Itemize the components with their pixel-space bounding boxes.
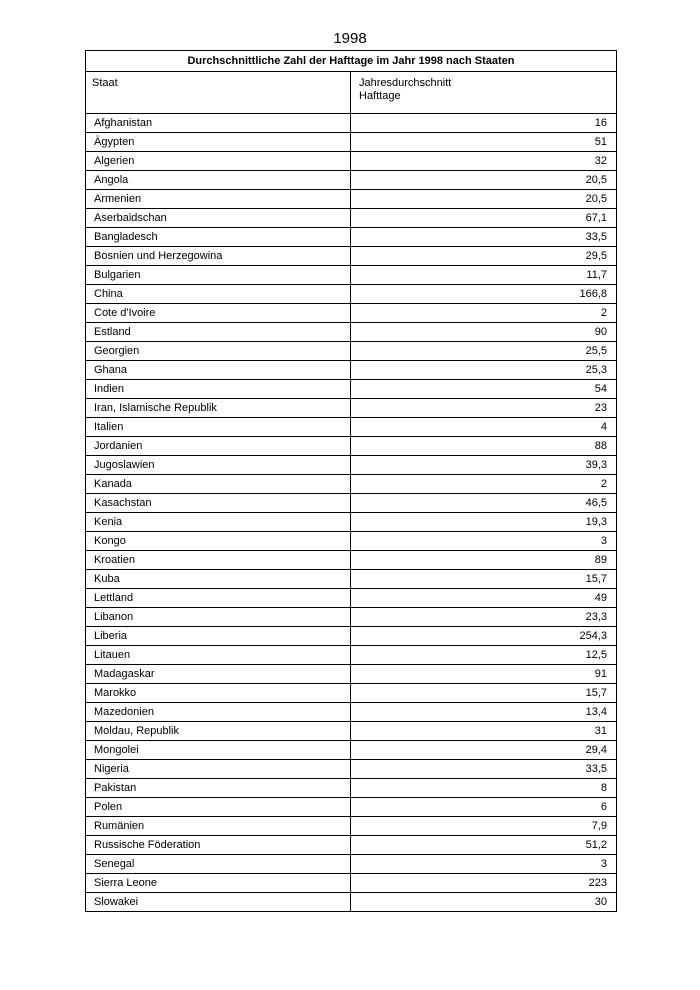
value-cell: 91: [351, 665, 617, 684]
table-caption-row: [86, 51, 617, 72]
country-cell: Cote d'Ivoire: [86, 304, 351, 323]
value-cell: 3: [351, 855, 617, 874]
value-cell: 31: [351, 722, 617, 741]
table-row: [86, 551, 617, 570]
column-header-value-line1: Jahresdurchschnitt: [359, 77, 452, 89]
table-row: [86, 741, 617, 760]
table-row: [86, 532, 617, 551]
value-cell: 8: [351, 779, 617, 798]
country-cell: Sierra Leone: [86, 874, 351, 893]
table-row: [86, 722, 617, 741]
value-cell: 90: [351, 323, 617, 342]
value-cell: 30: [351, 893, 617, 912]
value-cell: 12,5: [351, 646, 617, 665]
value-cell: 25,3: [351, 361, 617, 380]
value-cell: 2: [351, 304, 617, 323]
table-row: [86, 817, 617, 836]
table-row: [86, 646, 617, 665]
table-row: [86, 570, 617, 589]
table-caption: Durchschnittliche Zahl der Hafttage im Jahr 1998 nach Staaten: [86, 51, 617, 72]
country-cell: Libanon: [86, 608, 351, 627]
country-cell: Iran, Islamische Republik: [86, 399, 351, 418]
country-cell: Jordanien: [86, 437, 351, 456]
country-cell: Jugoslawien: [86, 456, 351, 475]
table-row: [86, 247, 617, 266]
value-cell: 29,5: [351, 247, 617, 266]
value-cell: 23,3: [351, 608, 617, 627]
country-cell: Kroatien: [86, 551, 351, 570]
country-cell: Kasachstan: [86, 494, 351, 513]
value-cell: 19,3: [351, 513, 617, 532]
table-row: [86, 152, 617, 171]
table-row: [86, 513, 617, 532]
table-row: [86, 418, 617, 437]
table-row: [86, 665, 617, 684]
country-cell: Mazedonien: [86, 703, 351, 722]
table-row: [86, 361, 617, 380]
country-cell: Bosnien und Herzegowina: [86, 247, 351, 266]
country-cell: Mongolei: [86, 741, 351, 760]
table-row: [86, 475, 617, 494]
table-row: [86, 608, 617, 627]
value-cell: 13,4: [351, 703, 617, 722]
table-row: [86, 893, 617, 912]
table-row: [86, 798, 617, 817]
table-row: [86, 437, 617, 456]
country-cell: China: [86, 285, 351, 304]
country-cell: Angola: [86, 171, 351, 190]
value-cell: 46,5: [351, 494, 617, 513]
country-cell: Kongo: [86, 532, 351, 551]
country-cell: Moldau, Republik: [86, 722, 351, 741]
page-title: 1998: [333, 30, 367, 47]
table-row: [86, 342, 617, 361]
value-cell: 15,7: [351, 684, 617, 703]
value-cell: 89: [351, 551, 617, 570]
table-header-row: [86, 72, 617, 114]
table-row: [86, 228, 617, 247]
table-row: [86, 399, 617, 418]
country-cell: Armenien: [86, 190, 351, 209]
value-cell: 49: [351, 589, 617, 608]
table-row: [86, 266, 617, 285]
table-row: [86, 456, 617, 475]
table-row: [86, 760, 617, 779]
country-cell: Italien: [86, 418, 351, 437]
value-cell: 11,7: [351, 266, 617, 285]
country-cell: Rumänien: [86, 817, 351, 836]
country-cell: Polen: [86, 798, 351, 817]
column-header-value-line2: Hafttage: [359, 90, 401, 102]
detention-days-table: [85, 50, 617, 912]
country-cell: Russische Föderation: [86, 836, 351, 855]
country-cell: Madagaskar: [86, 665, 351, 684]
value-cell: 223: [351, 874, 617, 893]
table-row: [86, 684, 617, 703]
table-row: [86, 627, 617, 646]
value-cell: 51,2: [351, 836, 617, 855]
value-cell: 4: [351, 418, 617, 437]
country-cell: Georgien: [86, 342, 351, 361]
value-cell: 20,5: [351, 171, 617, 190]
country-cell: Marokko: [86, 684, 351, 703]
table-row: [86, 304, 617, 323]
country-cell: Pakistan: [86, 779, 351, 798]
country-cell: Liberia: [86, 627, 351, 646]
country-cell: Senegal: [86, 855, 351, 874]
table-row: [86, 285, 617, 304]
country-cell: Estland: [86, 323, 351, 342]
value-cell: 6: [351, 798, 617, 817]
table-body: [86, 114, 617, 912]
value-cell: 39,3: [351, 456, 617, 475]
value-cell: 3: [351, 532, 617, 551]
country-cell: Algerien: [86, 152, 351, 171]
country-cell: Bulgarien: [86, 266, 351, 285]
table-row: [86, 836, 617, 855]
table-row: [86, 703, 617, 722]
value-cell: 32: [351, 152, 617, 171]
column-header-value: [351, 72, 617, 114]
table-row: [86, 171, 617, 190]
country-cell: Indien: [86, 380, 351, 399]
value-cell: 20,5: [351, 190, 617, 209]
value-cell: 166,8: [351, 285, 617, 304]
table-row: [86, 380, 617, 399]
value-cell: 33,5: [351, 760, 617, 779]
value-cell: 25,5: [351, 342, 617, 361]
column-header-country: Staat: [86, 72, 351, 114]
country-cell: Ghana: [86, 361, 351, 380]
value-cell: 88: [351, 437, 617, 456]
value-cell: 23: [351, 399, 617, 418]
table-row: [86, 190, 617, 209]
table-row: [86, 114, 617, 133]
table-row: [86, 779, 617, 798]
table-row: [86, 133, 617, 152]
value-cell: 7,9: [351, 817, 617, 836]
country-cell: Nigeria: [86, 760, 351, 779]
value-cell: 51: [351, 133, 617, 152]
country-cell: Litauen: [86, 646, 351, 665]
value-cell: 29,4: [351, 741, 617, 760]
country-cell: Kanada: [86, 475, 351, 494]
table-row: [86, 209, 617, 228]
country-cell: Slowakei: [86, 893, 351, 912]
value-cell: 16: [351, 114, 617, 133]
value-cell: 67,1: [351, 209, 617, 228]
country-cell: Ägypten: [86, 133, 351, 152]
value-cell: 2: [351, 475, 617, 494]
country-cell: Afghanistan: [86, 114, 351, 133]
country-cell: Bangladesch: [86, 228, 351, 247]
table-row: [86, 855, 617, 874]
value-cell: 54: [351, 380, 617, 399]
table-row: [86, 494, 617, 513]
value-cell: 254,3: [351, 627, 617, 646]
country-cell: Kuba: [86, 570, 351, 589]
country-cell: Aserbaidschan: [86, 209, 351, 228]
country-cell: Kenia: [86, 513, 351, 532]
table-row: [86, 589, 617, 608]
table-row: [86, 323, 617, 342]
table-row: [86, 874, 617, 893]
country-cell: Lettland: [86, 589, 351, 608]
value-cell: 33,5: [351, 228, 617, 247]
value-cell: 15,7: [351, 570, 617, 589]
